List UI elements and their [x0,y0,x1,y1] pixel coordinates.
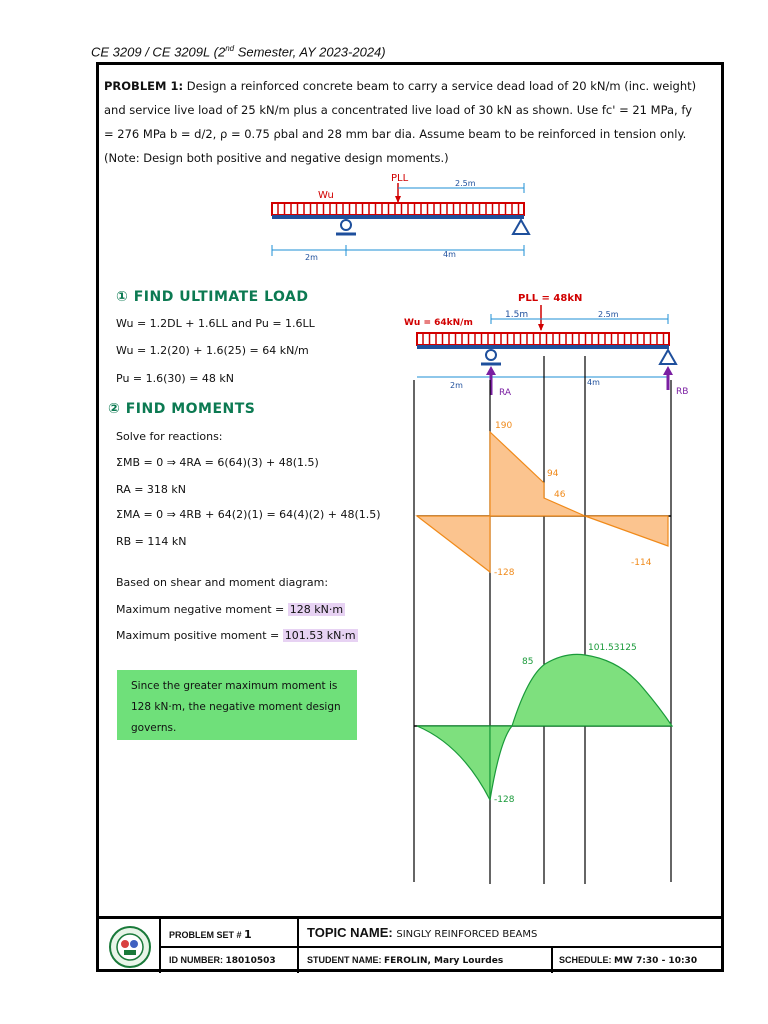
right-dim-25: 2.5m [598,310,619,319]
max-positive-moment: Maximum positive moment = 101.53 kN·m [116,629,356,642]
student-name: STUDENT NAME: FEROLIN, Mary Lourdes [307,955,504,966]
right-dim-15: 1.5m [505,310,529,320]
right-wu-label: Wu = 64kN/m [404,318,473,328]
guide-lines [414,356,671,884]
mom-line-1: Solve for reactions: [116,430,223,443]
top-dim-4: 4m [443,250,456,259]
topic-name: TOPIC NAME: SINGLY REINFORCED BEAMS [307,925,538,940]
top-beam-figure [272,173,529,262]
top-beam-bar [272,215,524,219]
moment-diagram [414,643,672,805]
right-dim-4: 4m [587,378,600,387]
section-moments-title: ② FIND MOMENTS [108,401,256,417]
top-dim-2: 2m [305,253,318,262]
top-roller-support [513,220,529,234]
moment-m128: -128 [494,795,515,805]
ul-line-2: Wu = 1.2(20) + 1.6(25) = 64 kN/m [116,344,309,357]
right-dim-2: 2m [450,381,463,390]
top-wu-label: Wu [318,190,334,201]
moment-10153: 101.53125 [588,643,637,653]
rb-label: RB [676,387,689,397]
mom-line-3: RA = 318 kN [116,483,187,496]
moment-85: 85 [522,657,534,667]
course-header: CE 3209 / CE 3209L (2nd Semester, AY 2023-2024) [91,44,386,60]
problem-text: Design a reinforced concrete beam to carry a service dead load of 20 kN/m (inc. weight) and service live load of 25 kN/m plus a concentrated live load of 30 kN as shown. Use fc' = 21 MPa, fy = 276 MPa b = d/2, ρ = 0.75 ρbal and 28 mm bar dia. Assume beam to be reinforced in tension only. (Note: Design both positive and negative design moments.) [104,79,697,165]
ul-line-3: Pu = 1.6(30) = 48 kN [116,372,234,385]
top-pll-label: PLL [391,173,409,184]
footer-table [99,916,722,973]
section-ultimate-load-title: ① FIND ULTIMATE LOAD [116,289,309,305]
schedule: SCHEDULE: MW 7:30 - 10:30 [559,955,698,966]
shear-m128: -128 [494,568,515,578]
problem-label: PROBLEM 1: [104,79,184,93]
shear-46: 46 [554,490,566,500]
id-number: ID NUMBER: 18010503 [169,955,276,966]
ul-line-1: Wu = 1.2DL + 1.6LL and Pu = 1.6LL [116,317,315,330]
mom-line-2: ΣMB = 0 ⇒ 4RA = 6(64)(3) + 48(1.5) [116,456,319,469]
top-pin-support [341,220,351,230]
shear-94: 94 [547,469,559,479]
top-dim-25: 2.5m [455,179,476,188]
mom-line-5: RB = 114 kN [116,535,187,548]
ra-label: RA [499,388,512,398]
right-beam-figure [404,293,688,398]
school-seal-icon [99,919,159,973]
mom-line-6: Based on shear and moment diagram: [116,576,329,589]
problem-set: PROBLEM SET # 1 [169,928,252,941]
right-pll-label: PLL = 48kN [518,293,583,304]
mom-line-4: ΣMA = 0 ⇒ 4RB + 64(2)(1) = 64(4)(2) + 48(1.5) [116,508,381,521]
max-negative-moment: Maximum negative moment = 128 kN·m [116,603,344,616]
governing-note: Since the greater maximum moment is 128 kN·m, the negative moment design governs. [117,670,357,740]
shear-m114: -114 [631,558,652,568]
shear-190: 190 [495,421,513,431]
